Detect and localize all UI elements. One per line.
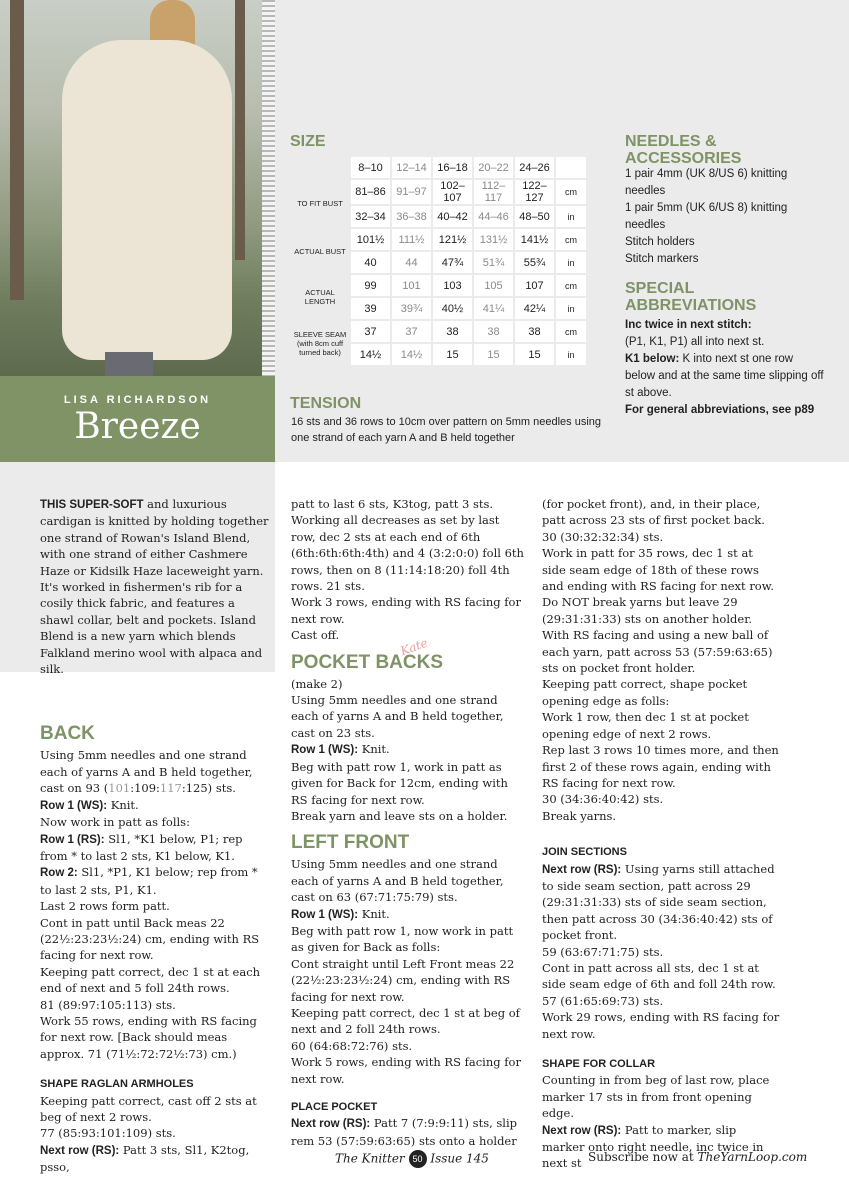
size-row-label: TO FIT BUST — [297, 199, 343, 208]
size-cell: 39 — [351, 298, 390, 319]
back-heading: BACK — [40, 723, 95, 745]
place-pocket-heading: PLACE POCKET — [291, 1101, 378, 1113]
abbrev-def: K into next st one row below and at the same time slipping off st above. — [625, 353, 824, 399]
collar-text: Next row (RS): Patt to marker, slip marker onto right needle, inc twice in next st — [542, 1122, 764, 1171]
join-text: Cont in patt across all sts, dec 1 st at side seam edge of 6th and foll 24th row. — [542, 960, 776, 992]
col3-text: 30 (34:36:40:42) sts. — [542, 792, 664, 807]
back-patt-row1: Row 1 (RS): Sl1, *K1 below, P1; rep from * to last 2 sts, K1 below, K1. — [40, 831, 243, 863]
join-text: 57 (61:65:69:73) sts. — [542, 993, 664, 1008]
lf-text: Using 5mm needles and one strand each of yarns A and B held together, cast on 63 (67:71:75:79) sts. — [291, 857, 504, 905]
shape-collar-heading: SHAPE FOR COLLAR — [542, 1058, 656, 1070]
size-row — [291, 275, 586, 296]
col2-text: Working all decreases as set by last row, dec 2 sts at each end of 6th (6th:6th:6th:4th) and 4 (3:2:0:0) foll 6th rows, then on 8 (11:14:18:20) foll 4th rows. 21 sts. — [291, 513, 524, 594]
pocket-make: (make 2) — [291, 676, 343, 691]
pattern-title: Breeze — [74, 406, 201, 447]
abbreviations-heading: SPECIAL ABBREVIATIONS — [625, 280, 757, 314]
size-cell: 16–18 — [433, 157, 472, 178]
size-cell: 103 — [433, 275, 472, 296]
size-cell: 15 — [433, 344, 472, 365]
size-cell: 40–42 — [433, 206, 472, 227]
back-row1: Row 1 (WS): Knit. — [40, 797, 139, 812]
size-cell: 101½ — [351, 229, 390, 250]
size-cell: 37 — [392, 321, 431, 342]
col2-text: Work 3 rows, ending with RS facing for next row. — [291, 595, 521, 626]
back-shape: Keeping patt correct, dec 1 st at each end of next and 5 foll 24th rows. — [40, 964, 261, 996]
col3-text: Work in patt for 35 rows, dec 1 st at side seam edge of 18th of these rows and ending with RS facing for next row. — [542, 546, 774, 594]
size-row-label: ACTUAL LENGTH — [304, 288, 336, 306]
tension-heading: TENSION — [290, 395, 362, 412]
needles-item: 1 pair 5mm (UK 6/US 8) knitting needles — [625, 202, 788, 231]
join-text: Next row (RS): Using yarns still attached to side seam section, patt across 29 (29:31:31:33) sts of side seam section, then patt across 30 (34:36:40:42) sts of pocket front. — [542, 861, 775, 943]
lf-text: Cont straight until Left Front meas 22 (22½:23:23½:24) cm, ending with RS facing for next row. — [291, 956, 515, 1004]
lf-text: Keeping patt correct, dec 1 st at beg of next and 2 foll 24th rows. — [291, 1005, 520, 1037]
needles-heading: NEEDLES & ACCESSORIES — [625, 133, 742, 167]
size-cell: 141½ — [515, 229, 554, 250]
column-2 — [291, 496, 527, 1149]
abbrev-term: K1 below: — [625, 353, 680, 365]
col3-text: (for pocket front), and, in their place, patt across 23 sts of first pocket back. — [542, 497, 765, 528]
size-cell: 44–46 — [474, 206, 513, 227]
size-cell: 15 — [515, 344, 554, 365]
size-cell: 111½ — [392, 229, 431, 250]
abbrev-general: For general abbreviations, see p89 — [625, 404, 815, 416]
size-cell: 37 — [351, 321, 390, 342]
size-unit: in — [556, 206, 586, 227]
page-number: 50 — [409, 1150, 427, 1168]
size-cell: 32–34 — [351, 206, 390, 227]
size-cell: 42¼ — [515, 298, 554, 319]
size-unit: cm — [556, 321, 586, 342]
size-unit: in — [556, 344, 586, 365]
size-cell: 121½ — [433, 229, 472, 250]
designer-name: LISA RICHARDSON — [63, 394, 212, 406]
column-1 — [40, 496, 272, 1176]
pocket-backs-heading: POCKET BACKS — [291, 651, 444, 673]
collar-text: Counting in from beg of last row, place marker 17 sts in from front opening edge. — [542, 1073, 770, 1121]
size-row — [291, 321, 586, 342]
col3-text: Keeping patt correct, shape pocket opening edge as folls: — [542, 677, 748, 708]
size-unit: in — [556, 298, 586, 319]
size-table — [289, 155, 588, 367]
back-work55: Work 55 rows, ending with RS facing for next row. [Back should meas approx. 71 (71½:72:72½:73) cm.) — [40, 1013, 257, 1061]
needles-item: Stitch holders — [625, 236, 695, 248]
place-pocket-text: Next row (RS): Patt 7 (7:9:9:11) sts, slip rem 53 (57:59:63:65) sts onto a holder — [291, 1116, 518, 1148]
size-row — [291, 229, 586, 250]
abbrev-term: Inc twice in next stitch: — [625, 319, 752, 331]
size-cell: 48–50 — [515, 206, 554, 227]
size-cell: 47¾ — [433, 252, 472, 273]
col3-text: Break yarns. — [542, 808, 617, 823]
raglan-heading: SHAPE RAGLAN ARMHOLES — [40, 1078, 194, 1091]
size-unit: in — [556, 252, 586, 273]
pocket-row1: Row 1 (WS): Knit. — [291, 742, 390, 757]
col3-text: With RS facing and using a new ball of each yarn, patt across 53 (57:59:63:65) sts on pocket front holder. — [542, 628, 773, 676]
lf-row1: Row 1 (WS): Knit. — [291, 906, 390, 921]
issue-number: Issue 145 — [430, 1151, 489, 1166]
col2-text: Cast off. — [291, 628, 340, 643]
size-cell: 20–22 — [474, 157, 513, 178]
size-cell: 38 — [515, 321, 554, 342]
col3-text: Work 1 row, then dec 1 st at pocket opening edge of next 2 rows. — [542, 710, 749, 741]
size-cell: 102–107 — [433, 180, 472, 204]
back-count1: 81 (89:97:105:113) sts. — [40, 997, 176, 1012]
col2-text: patt to last 6 sts, K3tog, patt 3 sts. — [291, 497, 494, 511]
pocket-text: Beg with patt row 1, work in patt as given for Back for 12cm, ending with RS facing for next row. — [291, 759, 508, 807]
abbrev-def: (P1, K1, P1) all into next st. — [625, 336, 765, 348]
size-cell: 14½ — [351, 344, 390, 365]
size-cell: 131½ — [474, 229, 513, 250]
lf-text: 60 (64:68:72:76) sts. — [291, 1038, 413, 1053]
size-row — [291, 157, 586, 178]
raglan-next-row: Next row (RS): Patt 3 sts, Sl1, K2tog, psso, — [40, 1142, 250, 1175]
needles-list — [625, 166, 825, 268]
join-text: Work 29 rows, ending with RS facing for next row. — [542, 1010, 780, 1041]
size-cell: 38 — [433, 321, 472, 342]
raglan-text: Keeping patt correct, cast off 2 sts at beg of next 2 rows. — [40, 1093, 257, 1124]
size-cell: 51¾ — [474, 252, 513, 273]
size-cell: 24–26 — [515, 157, 554, 178]
lf-text: Beg with patt row 1, now work in patt as given for Back as folls: — [291, 923, 514, 955]
size-cell: 38 — [474, 321, 513, 342]
lf-text: Work 5 rows, ending with RS facing for next row. — [291, 1055, 521, 1086]
back-cast-on: Using 5mm needles and one strand each of yarns A and B held together, cast on 93 (101:109:117:125) sts. — [40, 748, 253, 796]
size-cell: 12–14 — [392, 157, 431, 178]
tension-text: 16 sts and 36 rows to 10cm over pattern on 5mm needles using one strand of each yarn A and B held together — [291, 416, 602, 444]
size-cell: 91–97 — [392, 180, 431, 204]
size-cell: 81–86 — [351, 180, 390, 204]
size-cell: 44 — [392, 252, 431, 273]
subscribe-text: Subscribe now at — [588, 1150, 694, 1164]
size-unit: cm — [556, 275, 586, 296]
footer-right — [588, 1150, 807, 1164]
size-unit — [556, 157, 586, 178]
size-cell: 39¾ — [392, 298, 431, 319]
size-cell: 36–38 — [392, 206, 431, 227]
size-row-label: SLEEVE SEAM (with 8cm cuff turned back) — [293, 329, 347, 357]
size-cell: 14½ — [392, 344, 431, 365]
size-cell: 15 — [474, 344, 513, 365]
size-cell: 101 — [392, 275, 431, 296]
needles-item: Stitch markers — [625, 253, 699, 265]
join-sections-heading: JOIN SECTIONS — [542, 846, 627, 859]
back-cont: Cont in patt until Back meas 22 (22½:23:23½:24) cm, ending with RS facing for next row. — [40, 915, 260, 963]
website-link[interactable]: TheYarnLoop.com — [697, 1150, 808, 1164]
pocket-text: Break yarn and leave sts on a holder. — [291, 808, 508, 823]
col3-text: Do NOT break yarns but leave 29 (29:31:31:33) sts on another holder. — [542, 595, 753, 626]
size-cell: 41¼ — [474, 298, 513, 319]
spiral-binding — [262, 0, 275, 420]
size-row-label: ACTUAL BUST — [294, 246, 346, 256]
size-cell: 40 — [351, 252, 390, 273]
size-cell: 99 — [351, 275, 390, 296]
footer-left — [335, 1150, 489, 1168]
model-photo — [0, 0, 275, 376]
raglan-count: 77 (85:93:101:109) sts. — [40, 1126, 176, 1141]
back-patt-row2: Row 2: Sl1, *P1, K1 below; rep from * to last 2 sts, P1, K1. — [40, 865, 258, 897]
intro-text: THIS SUPER-SOFT and luxurious cardigan is knitted by holding together one strand of Rowan's Island Blend, with one strand of either Cashmere Haze or Kidsilk Haze laceweight yarn. It's worked in fishermen's rib for a cosily thick fabric, and features a shawl collar, belt and pockets. Island Blend is a new yarn which blends Falkland merino wool with alpaca and silk. — [40, 497, 269, 677]
size-cell: 8–10 — [351, 157, 390, 178]
size-cell: 40½ — [433, 298, 472, 319]
size-cell: 107 — [515, 275, 554, 296]
size-cell: 105 — [474, 275, 513, 296]
back-patt-intro: Now work in patt as folls: — [40, 815, 190, 830]
left-front-heading: LEFT FRONT — [291, 832, 410, 854]
col3-text: 30 (30:32:32:34) sts. — [542, 529, 664, 544]
pocket-text: Using 5mm needles and one strand each of yarns A and B held together, cast on 23 sts. — [291, 693, 504, 740]
needles-item: 1 pair 4mm (UK 8/US 6) knitting needles — [625, 168, 788, 197]
size-cell: 122–127 — [515, 180, 554, 204]
abbreviations-list — [625, 317, 825, 419]
watermark: Kate — [398, 635, 430, 659]
size-row-label — [291, 157, 349, 178]
size-row — [291, 180, 586, 204]
col3-text: Rep last 3 rows 10 times more, and then first 2 of these rows again, ending with RS facing for next row. — [542, 743, 779, 790]
column-3 — [542, 496, 780, 1172]
size-cell: 112–117 — [474, 180, 513, 204]
back-last2: Last 2 rows form patt. — [40, 899, 170, 914]
magazine-name: The Knitter — [335, 1151, 405, 1166]
size-unit: cm — [556, 180, 586, 204]
intro-lead: THIS SUPER-SOFT — [40, 499, 144, 511]
size-unit: cm — [556, 229, 586, 250]
size-cell: 55¾ — [515, 252, 554, 273]
join-text: 59 (63:67:71:75) sts. — [542, 944, 664, 959]
size-heading: SIZE — [290, 133, 326, 150]
